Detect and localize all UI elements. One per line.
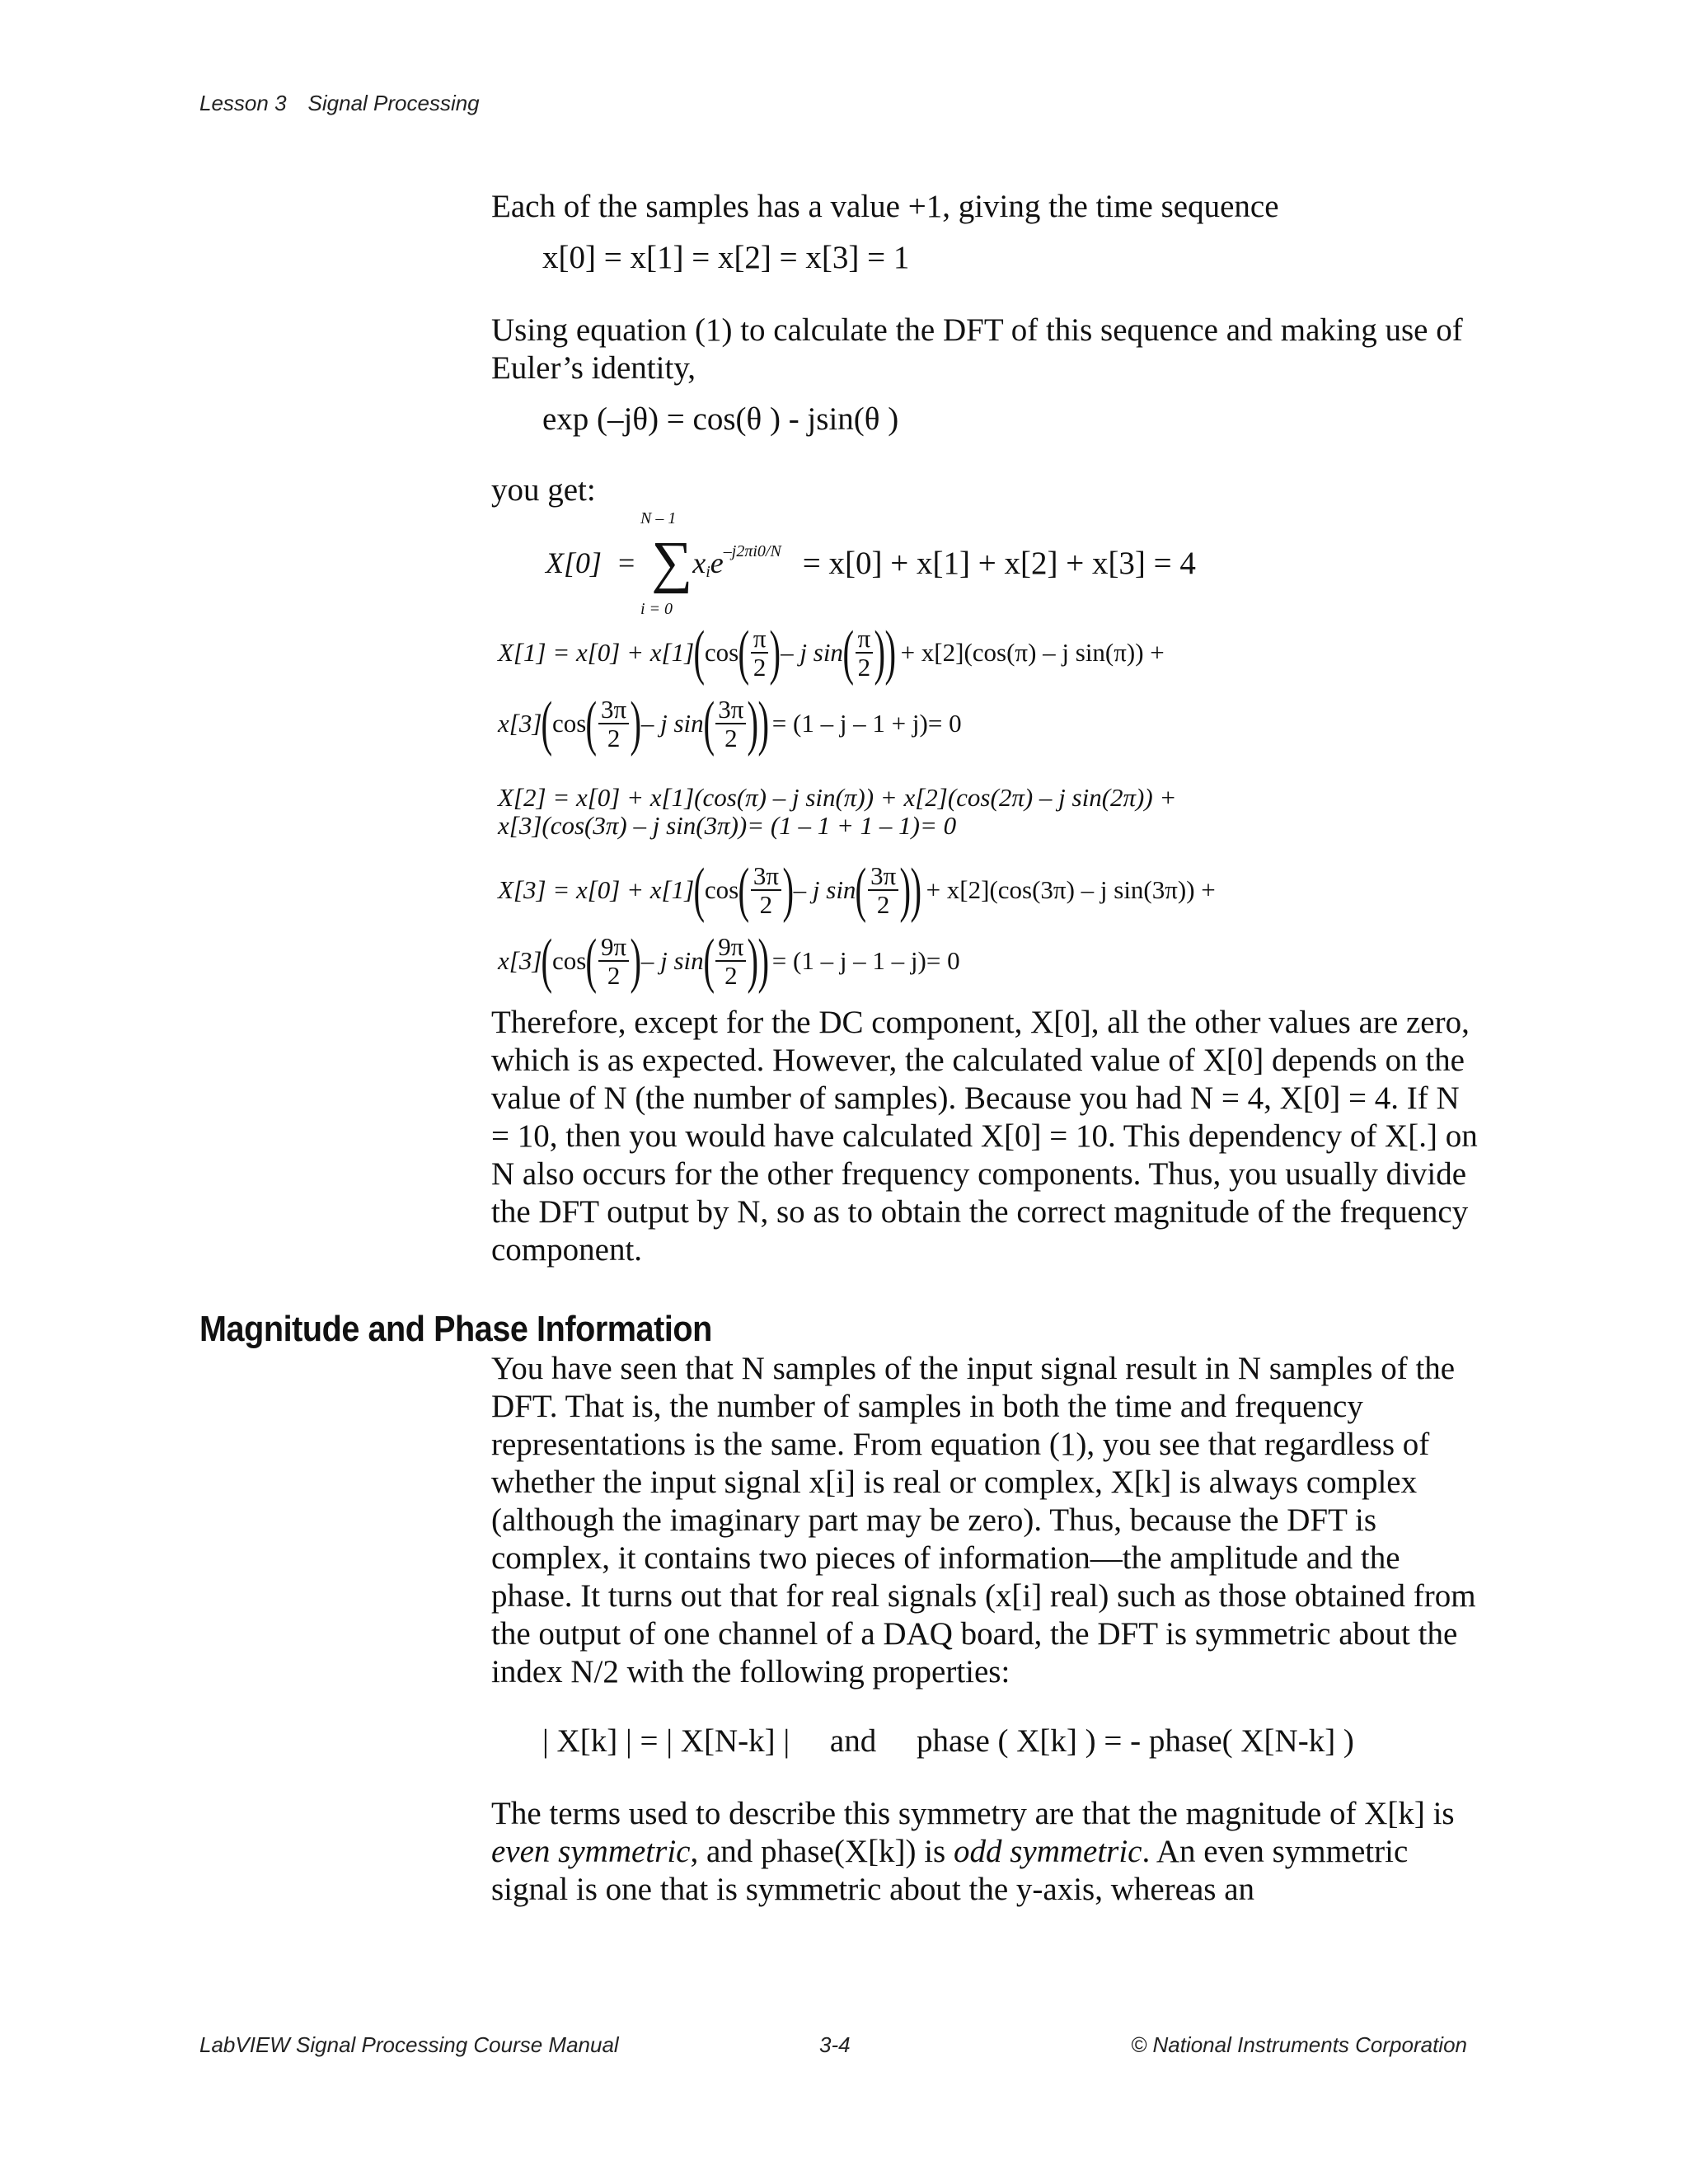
header-section: Signal Processing bbox=[307, 91, 480, 115]
cos-label: cos bbox=[552, 946, 587, 975]
x3-line2-b: = (1 – j – 1 – j)= 0 bbox=[771, 946, 960, 975]
symmetry-paragraph bbox=[491, 1795, 1480, 1909]
magnitude-phase-paragraph bbox=[491, 1350, 1480, 1691]
x3-line1-a: X[3] = x[0] + x[1] bbox=[498, 875, 695, 904]
you-get-line bbox=[491, 471, 1480, 509]
paragraph-you-get: you get: bbox=[491, 472, 596, 508]
x3-line1-b: + x[2](cos(3π) – j sin(3π)) + bbox=[926, 875, 1216, 904]
x0-lhs: X[0] bbox=[546, 546, 603, 579]
fraction-pi-over-2: $\frac{\pi}{2}$ bbox=[751, 626, 769, 680]
jsin-label: – j sin bbox=[640, 946, 704, 975]
x1-line2-b: = (1 – j – 1 + j)= 0 bbox=[771, 709, 962, 738]
fraction-3pi-over-2: $\frac{3\pi}{2}$ bbox=[751, 863, 781, 917]
header-lesson: Lesson 3 bbox=[199, 91, 287, 115]
fraction-3pi-over-2: $\frac{3\pi}{2}$ bbox=[868, 863, 898, 917]
jsin-label: – j sin bbox=[640, 709, 704, 738]
paragraph-conclusion: Therefore, except for the DC component, X[0], all the other values are zero, which is as expected. However, the calculated value of X[0] depends on the value of N (the number of samples). Because you had N = 4, X[0] = 4. If N = 10, then you would have calculated X[0] = 10. This dependency of X[.] on N also occurs for the other frequency components. Thus, you usually divide the DFT output by N, so as to obtain the correct magnitude of the frequency component. bbox=[491, 1005, 1478, 1268]
euler-identity-equation: exp (–jθ) = cos(θ ) - jsin(θ ) bbox=[542, 401, 899, 437]
equation-x2-line2 bbox=[498, 811, 956, 841]
equation-x1-line1: X[1] = x[0] + x[1] ( cos ( $\frac{\pi}{2}$ ) – j sin ( $\frac{\pi}{2}$ ) ) + x[2](cos(π) – j sin(π)) + bbox=[498, 619, 1165, 687]
odd-symmetric-term: odd symmetric bbox=[953, 1834, 1142, 1869]
section-heading: Magnitude and Phase Information bbox=[199, 1309, 712, 1349]
dft-intro-paragraph bbox=[491, 312, 1480, 387]
fraction-3pi-over-2: $\frac{3\pi}{2}$ bbox=[598, 696, 629, 751]
paragraph-magnitude-phase: You have seen that N samples of the input signal result in N samples of the DFT. That is, the number of samples in both the time and frequency representations is the same. From equation (1), you see that regardless of whether the input signal x[i] is real or complex, X[k] is always complex (although the imaginary part may be zero). Thus, because the DFT is complex, it contains two pieces of information—the amplitude and the phase. It turns out that for real signals (x[i] real) such as those obtained from the output of one channel of a DAQ board, the DFT is symmetric about the index N/2 with the following properties: bbox=[491, 1351, 1476, 1690]
paragraph-euler: Using equation (1) to calculate the DFT of this sequence and making use of Euler’s identity, bbox=[491, 312, 1463, 386]
equation-x3-line1: X[3] = x[0] + x[1] ( cos ( $\frac{3\pi}{2}$ ) – j sin ( $\frac{3\pi}{2}$ ) ) + x[2](cos(3π) – j sin(3π)) + bbox=[498, 856, 1216, 924]
x1-line1-a: X[1] = x[0] + x[1] bbox=[498, 638, 695, 667]
fraction-pi-over-2: $\frac{\pi}{2}$ bbox=[856, 626, 874, 680]
conclusion-paragraph bbox=[491, 1004, 1480, 1269]
sum-upper-limit: N – 1 bbox=[640, 509, 677, 527]
symmetry-equation: | X[k] | = | X[N-k] | and phase ( X[k] ) = - phase( X[N-k] ) bbox=[542, 1723, 1354, 1759]
jsin-label: – j sin bbox=[793, 875, 856, 904]
equation-x1-line2: x[3] ( cos ( $\frac{3\pi}{2}$ ) – j sin ( $\frac{3\pi}{2}$ ) ) = (1 – j – 1 + j)= 0 bbox=[498, 690, 962, 757]
time-sequence-equation: x[0] = x[1] = x[2] = x[3] = 1 bbox=[542, 240, 910, 275]
equation-x2-line1 bbox=[498, 783, 1176, 813]
fraction-3pi-over-2: $\frac{3\pi}{2}$ bbox=[715, 696, 746, 751]
footer-copyright: © National Instruments Corporation bbox=[1131, 2032, 1467, 2057]
jsin-label: – j sin bbox=[781, 638, 843, 667]
cos-label: cos bbox=[704, 638, 739, 667]
equation-x0: X[0] = ∑ x i e –j2πi0/N = x[0] + x[1] + x[2] + x[3] = 4 bbox=[546, 531, 1196, 594]
x2-line2: x[3](cos(3π) – j sin(3π))= (1 – 1 + 1 – 1)= 0 bbox=[498, 811, 957, 840]
paragraph-samples: Each of the samples has a value +1, giving the time sequence bbox=[491, 189, 1279, 224]
running-header bbox=[199, 91, 480, 116]
footer-page-number: 3-4 bbox=[819, 2032, 851, 2057]
x1-line1-b: + x[2](cos(π) – j sin(π)) + bbox=[900, 638, 1165, 667]
equation-x3-line2: x[3] ( cos ( $\frac{9\pi}{2}$ ) – j sin ( $\frac{9\pi}{2}$ ) ) = (1 – j – 1 – j)= 0 bbox=[498, 927, 960, 995]
fraction-9pi-over-2: $\frac{9\pi}{2}$ bbox=[598, 934, 629, 988]
x3-line2-a: x[3] bbox=[498, 946, 542, 975]
fraction-9pi-over-2: $\frac{9\pi}{2}$ bbox=[715, 934, 746, 988]
intro-paragraph bbox=[491, 188, 1480, 226]
x0-exponent: –j2πi0/N bbox=[723, 541, 781, 560]
x1-line2-a: x[3] bbox=[498, 709, 542, 738]
footer-manual-title: LabVIEW Signal Processing Course Manual bbox=[199, 2032, 619, 2057]
cos-label: cos bbox=[552, 709, 587, 738]
sum-lower-limit: i = 0 bbox=[640, 600, 673, 618]
x0-term: x bbox=[692, 546, 706, 579]
summation-symbol: ∑ bbox=[651, 531, 693, 594]
x0-rhs: = x[0] + x[1] + x[2] + x[3] = 4 bbox=[802, 545, 1196, 581]
even-symmetric-term: even symmetric bbox=[491, 1834, 691, 1869]
cos-label: cos bbox=[704, 875, 739, 904]
paragraph-symmetry: The terms used to describe this symmetry are that the magnitude of X[k] is even symmetric, and phase(X[k]) is odd symmetric. An even symmetric signal is one that is symmetric about the y-axis, whereas an bbox=[491, 1796, 1455, 1907]
x0-e: e bbox=[710, 546, 724, 579]
x0-subscript: i bbox=[706, 562, 710, 581]
x2-line1: X[2] = x[0] + x[1](cos(π) – j sin(π)) + x[2](cos(2π) – j sin(2π)) + bbox=[498, 783, 1177, 812]
